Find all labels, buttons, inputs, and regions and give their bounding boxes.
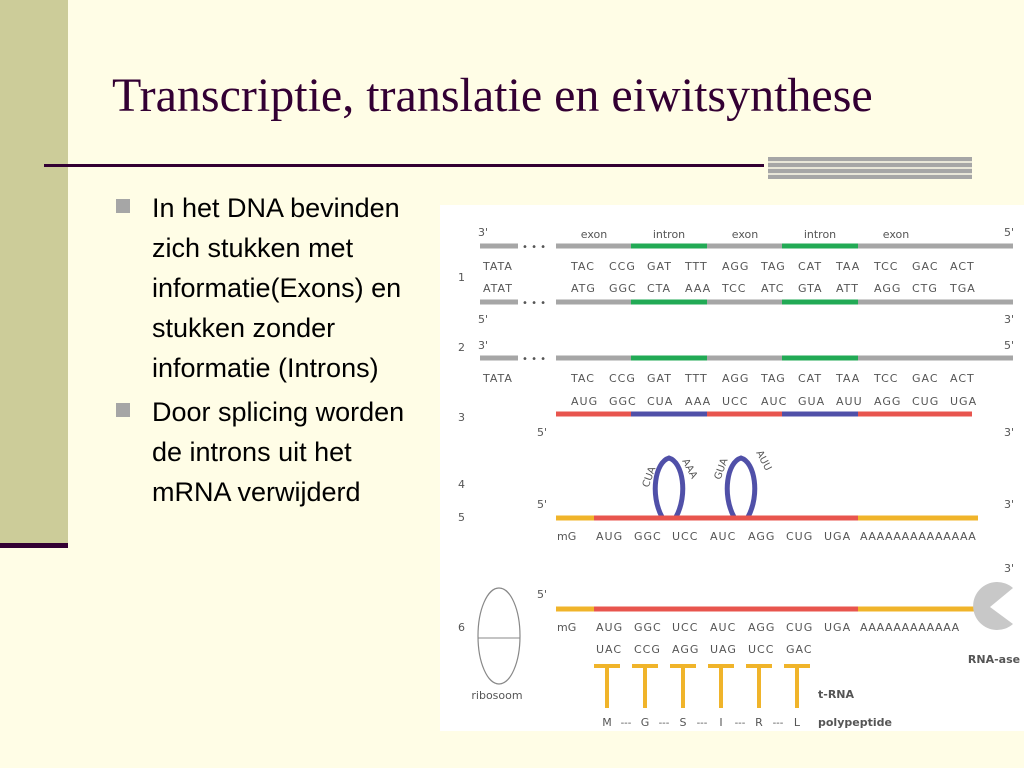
codon-label: UCC [672,530,699,543]
intron-loop-label: AAA [679,456,700,481]
codon-label: TTT [685,372,708,385]
strand-end-label: 5' [537,426,548,439]
bullet-list [112,188,434,516]
bullet-item [112,392,434,512]
codon-label: ACT [950,260,975,273]
strand-gap-dots: • • • [522,242,547,253]
polypeptide-label: polypeptide [818,716,892,729]
codon-label: CUG [912,395,940,408]
codon-label: TAG [761,260,786,273]
strand-end-label: 5' [1004,226,1015,239]
left-accent-bar [0,543,68,548]
strand-end-label: 5' [537,588,548,601]
bullet-square-icon [116,403,130,417]
anticodon-label: AGG [672,643,700,656]
strand-end-label: 5' [1004,339,1015,352]
codon-label: ACT [950,372,975,385]
codon-label: UCC [722,395,749,408]
codon-label: TAC [571,260,595,273]
amino-acid-label: S [679,716,687,729]
codon-label: GGC [634,530,662,543]
slide-title: Transcriptie, translatie en eiwitsynthese [112,69,873,122]
intron-loop [655,458,683,517]
poly-a-tail-label: AAAAAAAAAAAAAA [860,530,977,543]
codon-label: AUC [710,530,737,543]
strand-end-label: 3' [1004,426,1015,439]
codon-label: CUG [786,530,814,543]
codon-label: ATT [836,282,859,295]
amino-acid-label: G [640,716,650,729]
dna-sequence-label: TATA [483,260,513,273]
ribosome-shape [478,588,520,684]
codon-label: CAT [798,260,823,273]
codon-label: AUG [571,395,599,408]
title-rule-block [768,157,972,179]
codon-label: AUG [596,530,624,543]
codon-label: GUA [798,395,826,408]
peptide-bond-dash: --- [658,718,670,729]
codon-label: TAG [761,372,786,385]
strand-end-label: 3' [1004,498,1015,511]
region-label: exon [882,228,910,241]
codon-label: GTA [798,282,823,295]
codon-label: CCG [609,372,636,385]
rnase-enzyme-icon [973,582,1013,630]
trna-label: t-RNA [818,688,855,701]
anticodon-label: UAG [710,643,737,656]
codon-label: AUG [596,621,624,634]
strand-end-label: 3' [478,339,489,352]
codon-label: AGG [874,395,902,408]
amino-acid-label: M [602,716,612,729]
codon-label: TCC [874,372,899,385]
codon-label: AGG [748,530,776,543]
region-label: intron [803,228,837,241]
codon-label: UGA [950,395,978,408]
codon-label: AUC [710,621,737,634]
dna-sequence-label: TATA [483,372,513,385]
amino-acid-label: I [719,716,723,729]
codon-label: CAT [798,372,823,385]
step-number: 4 [458,478,465,491]
anticodon-label: UCC [748,643,775,656]
codon-label: CTG [912,282,938,295]
codon-label: UGA [824,621,852,634]
rnase-label: RNA-ase [967,653,1021,666]
peptide-bond-dash: --- [772,718,784,729]
step-number: 5 [458,511,465,524]
codon-label: CUG [786,621,814,634]
anticodon-label: GAC [786,643,813,656]
codon-label: AGG [722,372,750,385]
codon-label: CCG [609,260,636,273]
codon-label: UCC [672,621,699,634]
codon-label: AGG [874,282,902,295]
codon-label: GAC [912,260,939,273]
step-number: 1 [458,271,465,284]
codon-label: TTT [685,260,708,273]
codon-label: CUA [647,395,674,408]
step-number: 2 [458,341,465,354]
anticodon-label: CCG [634,643,661,656]
codon-label: TCC [874,260,899,273]
dna-sequence-label: ATAT [483,282,513,295]
strand-end-label: 3' [1004,562,1015,575]
intron-loop-label: CUA [640,465,659,489]
strand-end-label: 5' [478,313,489,326]
codon-label: AGG [722,260,750,273]
intron-loop [727,458,755,517]
codon-label: AGG [748,621,776,634]
splicing-diagram-svg [440,205,1024,731]
codon-label: GGC [609,282,637,295]
codon-label: TAA [836,372,861,385]
codon-label: TAC [571,372,595,385]
amino-acid-label: R [755,716,763,729]
codon-label: GAC [912,372,939,385]
codon-label: AUC [761,395,788,408]
poly-a-tail-label: AAAAAAAAAAAA [860,621,960,634]
codon-label: ATC [761,282,785,295]
codon-label: UGA [824,530,852,543]
intron-loop-label: AUU [753,448,774,473]
strand-end-label: 3' [478,226,489,239]
splicing-diagram [440,205,1024,731]
bullet-square-icon [116,199,130,213]
codon-label: TAA [836,260,861,273]
region-label: intron [652,228,686,241]
codon-label: GAT [647,372,672,385]
codon-label: AAA [685,395,712,408]
codon-label: AAA [685,282,712,295]
bullet-item [112,188,434,388]
peptide-bond-dash: --- [696,718,708,729]
strand-end-label: 5' [537,498,548,511]
ribosome-label: ribosoom [471,689,523,702]
left-decorative-band [0,0,68,546]
codon-label: GGC [609,395,637,408]
bullet-text: Door splicing worden de introns uit het mRNA verwijderd [152,397,405,507]
strand-end-label: 3' [1004,313,1015,326]
codon-label: TCC [722,282,747,295]
intron-loop-label: GUA [712,456,731,482]
codon-label: GGC [634,621,662,634]
codon-label: AUU [836,395,863,408]
region-label: exon [731,228,759,241]
codon-label: TGA [950,282,976,295]
mrna-cap-label: mG [557,530,577,543]
step-number: 6 [458,621,465,634]
step-number: 3 [458,411,465,424]
mrna-cap-label: mG [557,621,577,634]
peptide-bond-dash: --- [620,718,632,729]
title-rule-line [44,164,764,167]
codon-label: CTA [647,282,672,295]
anticodon-label: UAC [596,643,623,656]
codon-label: GAT [647,260,672,273]
bullet-text: In het DNA bevinden zich stukken met informatie(Exons) en stukken zonder informatie (Introns) [152,193,402,383]
peptide-bond-dash: --- [734,718,746,729]
strand-gap-dots: • • • [522,354,547,365]
region-label: exon [580,228,608,241]
amino-acid-label: L [793,716,801,729]
strand-gap-dots: • • • [522,298,547,309]
codon-label: ATG [571,282,596,295]
